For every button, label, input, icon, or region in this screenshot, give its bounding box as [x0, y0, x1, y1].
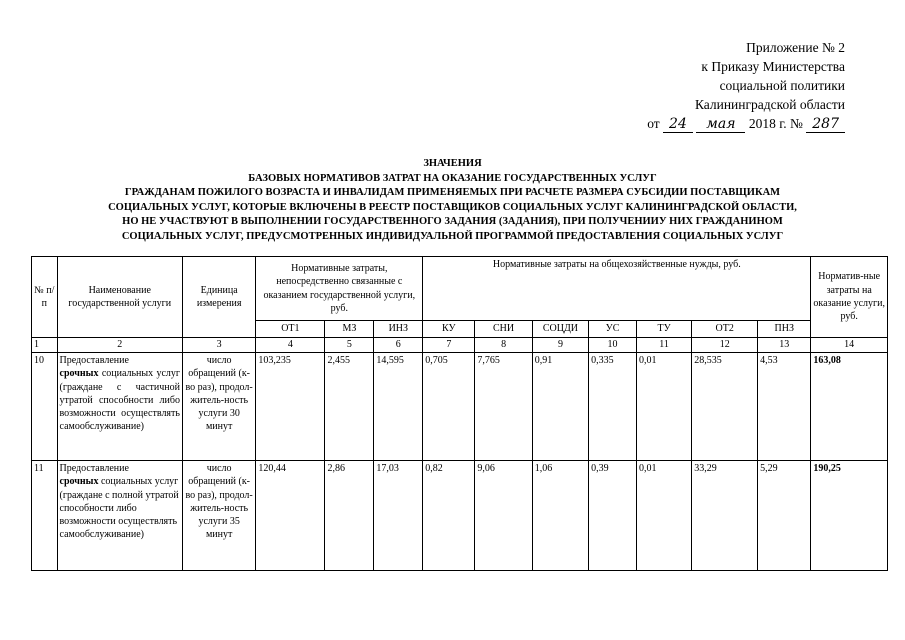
column-number: 4 [256, 338, 325, 353]
service-name [57, 461, 182, 571]
subheader-cell: ОТ2 [692, 321, 758, 338]
document-title [0, 157, 905, 244]
value-cell: 14,595 [374, 353, 423, 461]
value-cell: 0,01 [636, 461, 691, 571]
column-number: 11 [636, 338, 691, 353]
value-cell: 4,53 [758, 353, 811, 461]
title-line: НО НЕ УЧАСТВУЮТ В ВЫПОЛНЕНИИ ГОСУДАРСТВЕННОГО ЗАДАНИЯ (ЗАДАНИЯ), ПРИ ПОЛУЧЕНИИУ НИХ ГРАЖДАНИНОМ [122, 216, 783, 227]
value-cell: 1,06 [532, 461, 588, 571]
column-number: 14 [811, 338, 888, 353]
order-date-line [647, 114, 845, 133]
date-prefix: от [647, 116, 660, 131]
column-number: 13 [758, 338, 811, 353]
value-cell: 0,01 [636, 353, 691, 461]
subheader-cell: МЗ [325, 321, 374, 338]
service-name-bold: срочных [59, 368, 99, 380]
table-row [32, 353, 888, 461]
column-number-row [32, 338, 888, 353]
title-line: БАЗОВЫХ НОРМАТИВОВ ЗАТРАТ НА ОКАЗАНИЕ ГОСУДАРСТВЕННЫХ УСЛУГ [248, 172, 657, 184]
column-number: 3 [182, 338, 255, 353]
column-number: 6 [374, 338, 423, 353]
column-number: 9 [532, 338, 588, 353]
column-number: 1 [32, 338, 58, 353]
value-cell: 9,06 [475, 461, 532, 571]
column-number: 8 [475, 338, 532, 353]
total-value: 190,25 [811, 461, 888, 571]
date-year: 2018 г. № [748, 116, 803, 131]
value-cell: 0,335 [589, 353, 637, 461]
service-name [57, 353, 182, 461]
column-number: 7 [423, 338, 475, 353]
service-name-rest: социальных услуг (граждане с полной утратой способности либо возможности осуществлять самообслуживание) [59, 476, 179, 541]
value-cell: 0,39 [589, 461, 637, 571]
title-line: ГРАЖДАНАМ ПОЖИЛОГО ВОЗРАСТА И ИНВАЛИДАМ ПРИМЕНЯЕМЫХ ПРИ РАСЧЕТЕ РАЗМЕРА СУБСИДИИ ПОСТАВЩИКАМ [124, 187, 781, 198]
service-name-prefix: Предоставление [59, 463, 129, 474]
service-name-prefix: Предоставление [59, 355, 129, 366]
appendix-line: к Приказу Министерства [701, 59, 845, 74]
value-cell: 0,82 [423, 461, 475, 571]
total-value: 163,08 [811, 353, 888, 461]
handwritten-month: мая [696, 116, 745, 133]
column-number: 2 [57, 338, 182, 353]
subheader-cell: СНИ [475, 321, 532, 338]
handwritten-order-number: 287 [806, 116, 845, 133]
row-index: 11 [32, 461, 58, 571]
cost-norms-table [31, 256, 888, 571]
header-num: № п/п [32, 257, 58, 338]
row-index: 10 [32, 353, 58, 461]
header-unit: Единица измерения [182, 257, 255, 338]
appendix-line: Калининградской области [694, 97, 845, 112]
subheader-cell: КУ [423, 321, 475, 338]
service-name-rest: социальных услуг (граждане с частичной утратой способности либо возможности осуществлять самообслуживание) [59, 368, 180, 433]
title-line: СОЦИАЛЬНЫХ УСЛУГ, ПРЕДУСМОТРЕННЫХ ИНДИВИДУАЛЬНОЙ ПРОГРАММОЙ ПРЕДОСТАВЛЕНИЯ СОЦИАЛЬНЫХ УСЛУГ [121, 230, 784, 242]
header-total: Норматив-ные затраты на оказание услуги, руб. [811, 257, 888, 338]
value-cell: 2,455 [325, 353, 374, 461]
column-number: 10 [589, 338, 637, 353]
value-cell: 0,91 [532, 353, 588, 461]
value-cell: 33,29 [692, 461, 758, 571]
value-cell: 28,535 [692, 353, 758, 461]
value-cell: 17,03 [374, 461, 423, 571]
subheader-cell: ТУ [636, 321, 691, 338]
value-cell: 5,29 [758, 461, 811, 571]
column-number: 12 [692, 338, 758, 353]
appendix-line: социальной политики [719, 78, 845, 93]
table-row [32, 461, 888, 571]
subheader-cell: ОТ1 [256, 321, 325, 338]
value-cell: 0,705 [423, 353, 475, 461]
header-direct-costs: Нормативные затраты, непосредственно связанные с оказанием государственной услуги, руб. [256, 257, 423, 321]
value-cell: 103,235 [256, 353, 325, 461]
title-line: СОЦИАЛЬНЫХ УСЛУГ, КОТОРЫЕ ВКЛЮЧЕНЫ В РЕЕСТР ПОСТАВЩИКОВ СОЦИАЛЬНЫХ УСЛУГ КАЛИНИНГРАДСКОЙ ОБЛАСТИ, [108, 201, 797, 213]
title-line: ЗНАЧЕНИЯ [423, 158, 482, 169]
handwritten-day: 24 [663, 116, 693, 133]
subheader-cell: ПНЗ [758, 321, 811, 338]
appendix-line: Приложение № 2 [746, 40, 845, 55]
value-cell: 2,86 [325, 461, 374, 571]
subheader-cell: УС [589, 321, 637, 338]
column-number: 5 [325, 338, 374, 353]
service-name-bold: срочных [59, 476, 99, 488]
unit-of-measure: число обращений (к-во раз), продол-житель-ность услуги 35 минут [182, 461, 255, 571]
value-cell: 120,44 [256, 461, 325, 571]
header-general-costs: Нормативные затраты на общехозяйственные нужды, руб. [423, 257, 811, 321]
unit-of-measure: число обращений (к-во раз), продол-житель-ность услуги 30 минут [182, 353, 255, 461]
appendix-header [647, 38, 845, 133]
subheader-cell: СОЦДИ [532, 321, 588, 338]
value-cell: 7,765 [475, 353, 532, 461]
header-name: Наименование государственной услуги [57, 257, 182, 338]
subheader-cell: ИНЗ [374, 321, 423, 338]
